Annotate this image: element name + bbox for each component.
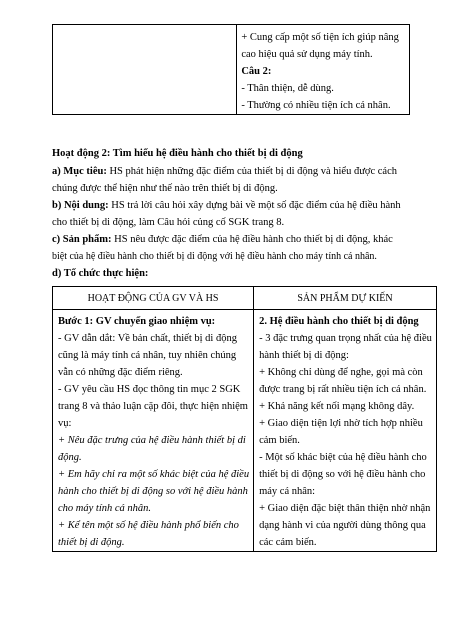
- main-table: [52, 286, 437, 552]
- teacher-activity-cell: [53, 310, 254, 552]
- content-line: b) Nội dung: HS trả lời câu hỏi xây dựng bài về một số đặc điểm của hệ điều hành: [52, 200, 401, 211]
- right-line: cảm biến.: [259, 435, 300, 446]
- goal-line-2: chúng được thể hiện như thế nào trên thiết bị di động.: [52, 183, 278, 194]
- top-right-line: - Thường có nhiều tiện ích cá nhân.: [241, 100, 391, 111]
- right-line: - 3 đặc trưng quan trọng nhất của hệ điều: [259, 333, 432, 344]
- left-line: vẫn có những đặc điểm riêng.: [58, 367, 183, 378]
- activity-title: Hoạt động 2: Tìm hiểu hệ điều hành cho thiết bị di động: [52, 148, 303, 159]
- header-right: SẢN PHẨM DỰ KIẾN: [254, 287, 437, 310]
- task-line: cho máy tính cá nhân.: [58, 503, 152, 514]
- product-line-2: biệt của hệ điều hành cho thiết bị di động với hệ điều hành cho máy tính cá nhân.: [52, 251, 377, 262]
- header-left: HOẠT ĐỘNG CỦA GV VÀ HS: [53, 287, 254, 310]
- top-right-line: - Thân thiện, dễ dùng.: [241, 83, 334, 94]
- left-line: trang 8 và thảo luận cặp đôi, thực hiện nhiệm: [58, 401, 248, 412]
- top-table-left-cell: [53, 25, 237, 115]
- right-line: + Giao diện tiện lợi nhờ tích hợp nhiều: [259, 418, 423, 429]
- content-line-2: cho thiết bị di động, làm Câu hỏi củng cố SGK trang 8.: [52, 217, 285, 228]
- right-line: dạng hành vi của người dùng thông qua: [259, 520, 426, 531]
- expected-product-cell: [254, 310, 437, 552]
- task-line: thiết bị di động.: [58, 537, 125, 548]
- left-line: - GV yêu cầu HS đọc thông tin mục 2 SGK: [58, 384, 241, 395]
- step-1-title: Bước 1: GV chuyển giao nhiệm vụ:: [58, 316, 216, 327]
- task-line: động.: [58, 452, 82, 463]
- task-line: + Nêu đặc trưng của hệ điều hành thiết bị di: [58, 435, 246, 446]
- right-line: máy cá nhân:: [259, 486, 316, 497]
- top-table: [52, 24, 410, 115]
- question-2-label: Câu 2:: [241, 66, 272, 77]
- right-line: được trang bị rất nhiều tiện ích cá nhân.: [259, 384, 427, 395]
- product-line: c) Sản phẩm: HS nêu được đặc điểm của hệ điều hành cho thiết bị di động, khác: [52, 234, 393, 245]
- top-right-line: + Cung cấp một số tiện ích giúp nâng: [241, 32, 399, 43]
- right-line: hành thiết bị di động:: [259, 350, 349, 361]
- top-right-line: cao hiệu quả sử dụng máy tính.: [241, 49, 373, 60]
- top-table-right-cell: [237, 25, 410, 115]
- left-line: cũng là máy tính cá nhân, tuy nhiên chúng: [58, 350, 237, 361]
- right-line: thiết bị di động so với hệ điều hành cho: [259, 469, 426, 480]
- task-line: + Kể tên một số hệ điều hành phổ biến cho: [58, 520, 239, 531]
- section-2-title: 2. Hệ điều hành cho thiết bị di động: [259, 316, 419, 327]
- left-line: vụ:: [58, 418, 72, 429]
- right-line: các cảm biến.: [259, 537, 317, 548]
- task-line: hành cho thiết bị di động so với hệ điều hành: [58, 486, 248, 497]
- right-line: + Giao diện đặc biệt thân thiện nhờ nhận: [259, 503, 431, 514]
- right-line: + Không chỉ dùng để nghe, gọi mà còn: [259, 367, 423, 378]
- left-line: - GV dẫn dắt: Về bản chất, thiết bị di động: [58, 333, 237, 344]
- organization-label: d) Tổ chức thực hiện:: [52, 268, 149, 279]
- right-line: + Khả năng kết nối mạng không dây.: [259, 401, 415, 412]
- goal-line: a) Mục tiêu: HS phát hiện những đặc điểm của thiết bị di động và hiểu được cách: [52, 166, 397, 177]
- task-line: + Em hãy chỉ ra một số khác biệt của hệ điều: [58, 469, 250, 480]
- right-line: - Một số khác biệt của hệ điều hành cho: [259, 452, 427, 463]
